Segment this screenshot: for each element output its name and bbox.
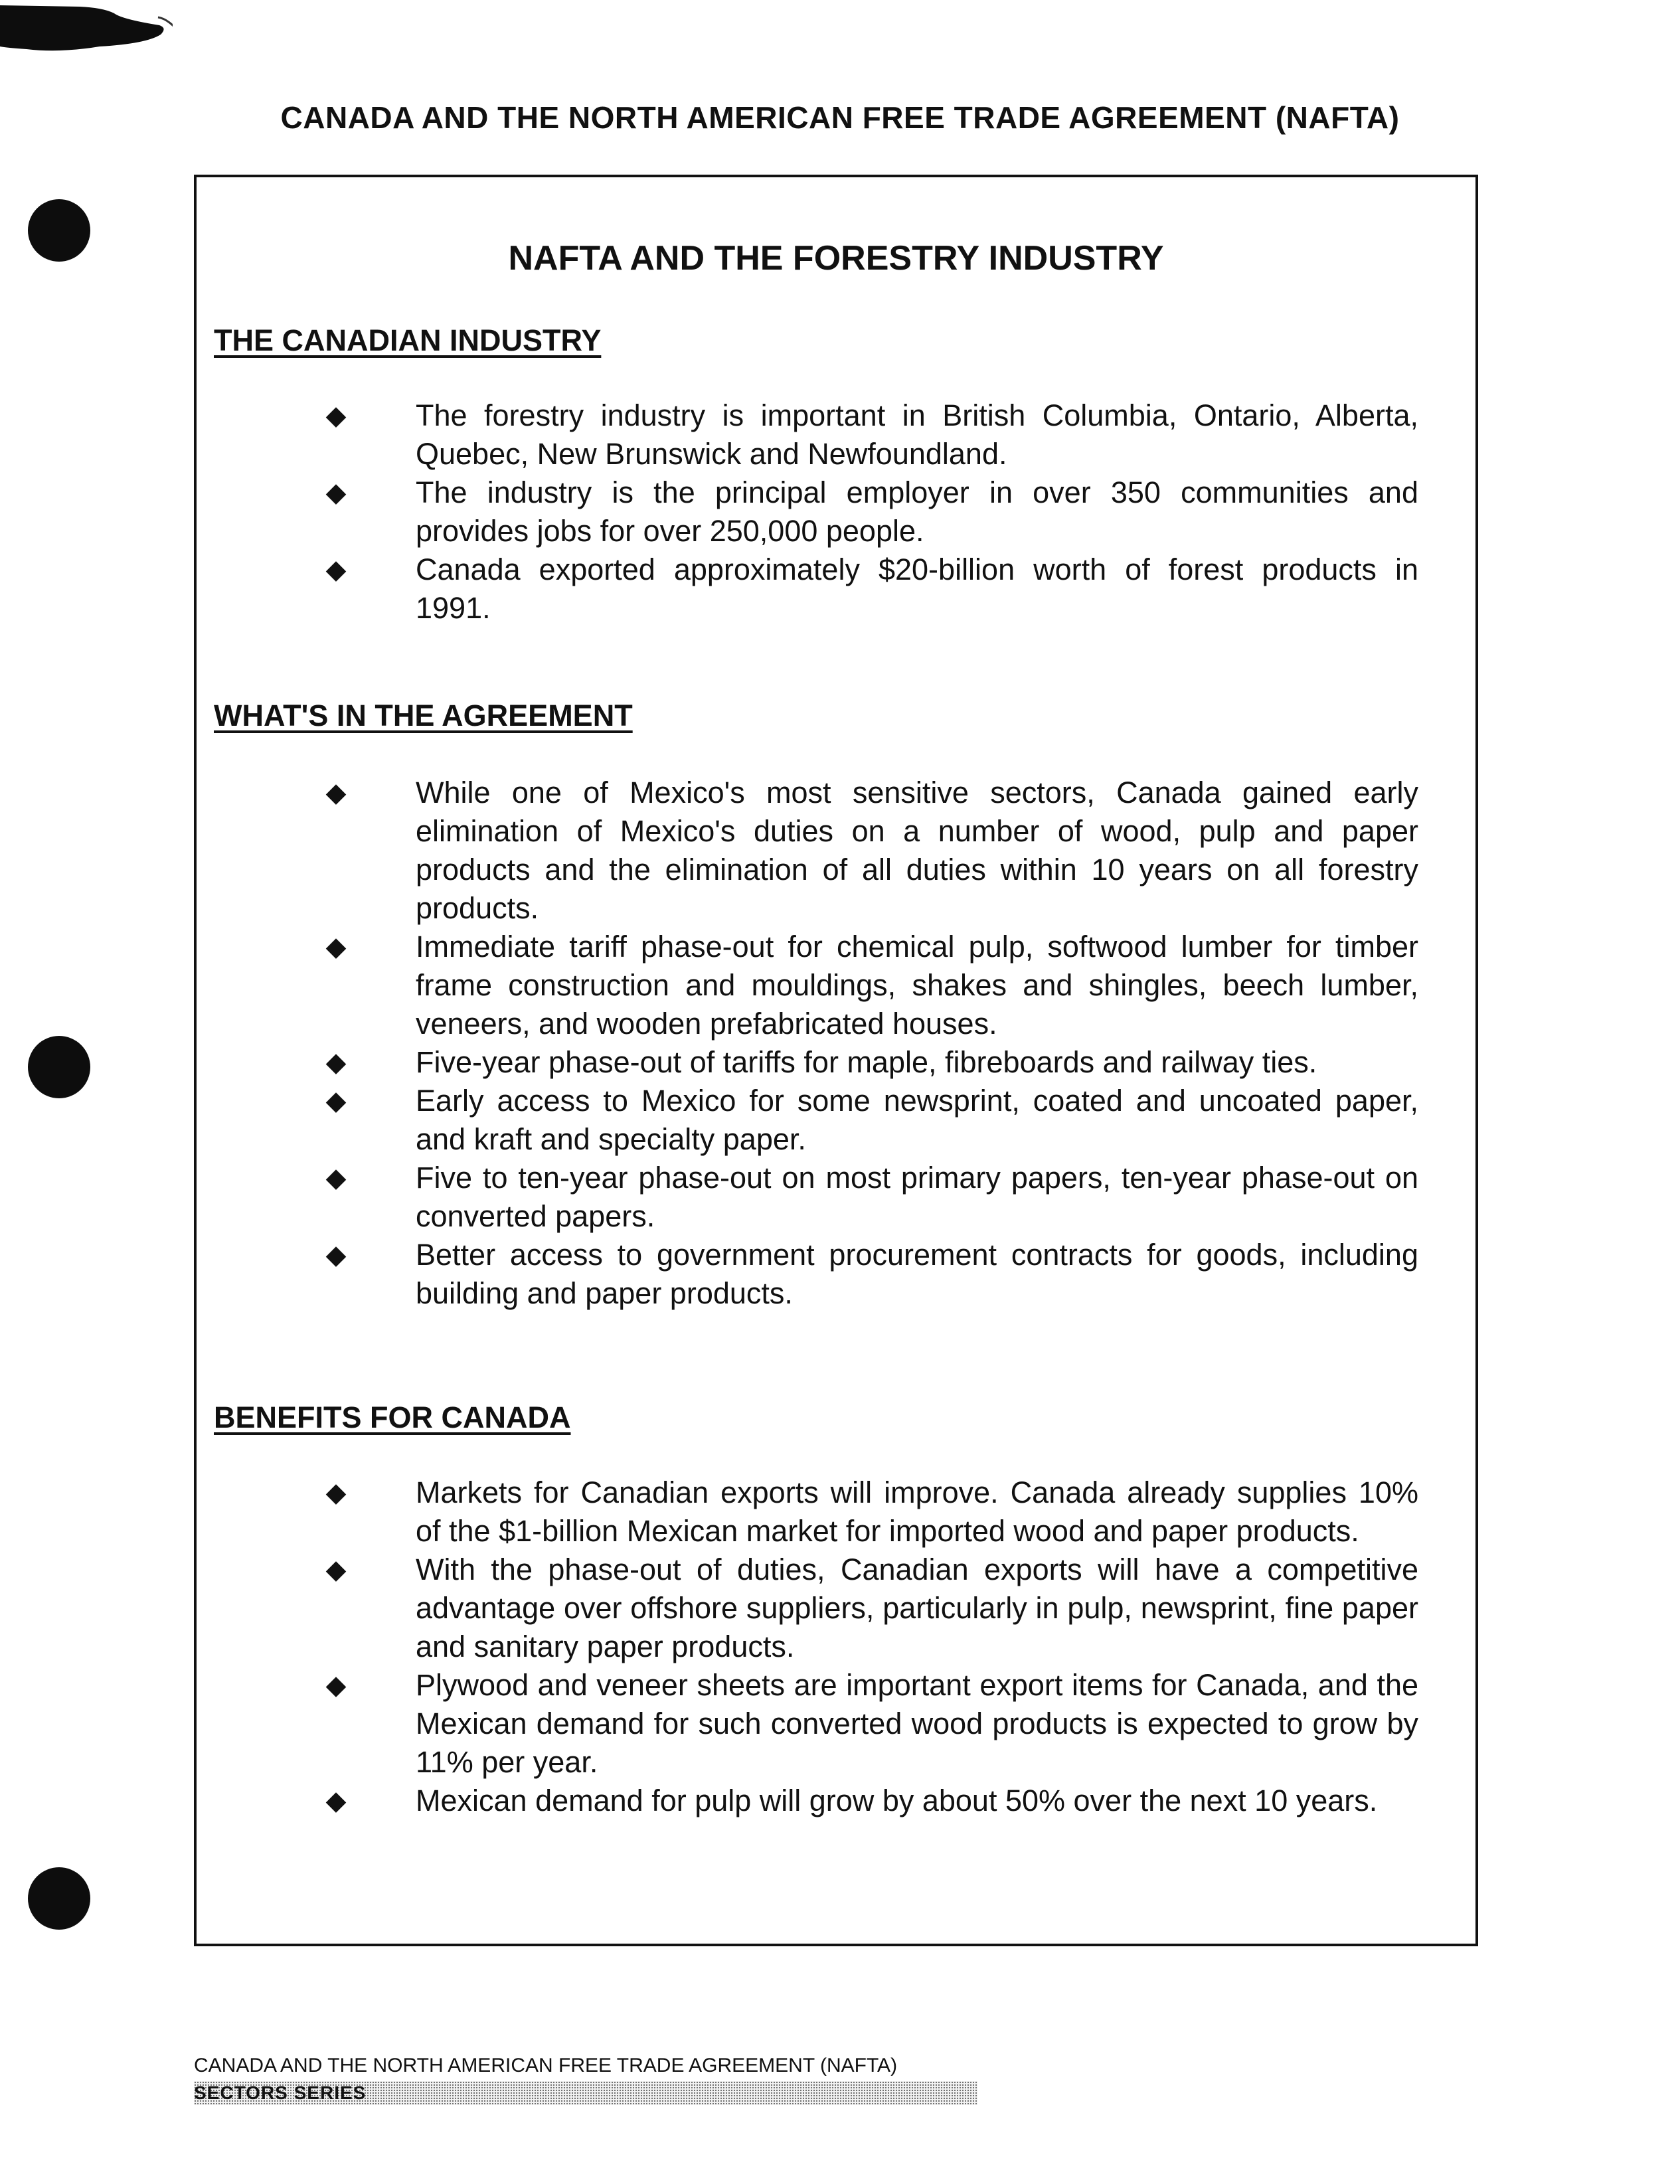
- binder-hole-bottom: [28, 1867, 90, 1930]
- list-item-text: With the phase-out of duties, Canadian exports will have a competitive advantage over offshore suppliers, particularly in pulp, newsprint, fine paper and sanitary paper products.: [416, 1553, 1418, 1663]
- list-item-text: Canada exported approximately $20-billion worth of forest products in 1991.: [416, 552, 1418, 625]
- list-item-text: Better access to government procurement contracts for goods, including building and paper products.: [416, 1238, 1418, 1310]
- footer-title: CANADA AND THE NORTH AMERICAN FREE TRADE AGREEMENT (NAFTA): [194, 2055, 898, 2076]
- list-item-text: Early access to Mexico for some newsprint, coated and uncoated paper, and kraft and specialty paper.: [416, 1084, 1418, 1156]
- list-item: [323, 473, 1418, 550]
- diamond-bullet-icon: ◆: [325, 555, 347, 584]
- diamond-bullet-icon: ◆: [325, 1240, 347, 1270]
- list-item: [323, 1782, 1418, 1820]
- list-item-text: Immediate tariff phase-out for chemical pulp, softwood lumber for timber frame construction and mouldings, shakes and shingles, beech lumber, veneers, and wooden prefabricated houses.: [416, 930, 1418, 1041]
- footer-series-label: [194, 2081, 977, 2105]
- content-box: [194, 175, 1478, 1946]
- list-item: [323, 1159, 1418, 1236]
- box-title: NAFTA AND THE FORESTRY INDUSTRY: [508, 239, 1164, 278]
- document-header-title: CANADA AND THE NORTH AMERICAN FREE TRADE AGREEMENT (NAFTA): [280, 100, 1400, 135]
- list-item: [323, 1236, 1418, 1313]
- list-item: [323, 1551, 1418, 1666]
- list-item: [323, 396, 1418, 473]
- list-item: [323, 1473, 1418, 1551]
- list-item: [323, 550, 1418, 628]
- binder-hole-top: [28, 199, 90, 262]
- section-heading-whats-in-agreement: WHAT'S IN THE AGREEMENT: [214, 699, 633, 732]
- benefits-list: [323, 1473, 1418, 1820]
- list-item: [323, 1082, 1418, 1159]
- list-item-text: Plywood and veneer sheets are important export items for Canada, and the Mexican demand for such converted wood products is expected to grow by 11% per year.: [416, 1668, 1418, 1779]
- list-item-text: While one of Mexico's most sensitive sectors, Canada gained early elimination of Mexico's duties on a number of wood, pulp and paper products and the elimination of all duties within 10 years on all forestry products.: [416, 776, 1418, 925]
- list-item-text: Mexican demand for pulp will grow by about 50% over the next 10 years.: [416, 1784, 1378, 1817]
- diamond-bullet-icon: ◆: [325, 778, 347, 807]
- agreement-list: [323, 774, 1418, 1313]
- diamond-bullet-icon: ◆: [325, 1163, 347, 1193]
- diamond-bullet-icon: ◆: [325, 932, 347, 962]
- list-item-text: Five to ten-year phase-out on most primary papers, ten-year phase-out on converted papers.: [416, 1161, 1418, 1233]
- list-item: [323, 928, 1418, 1043]
- canadian-industry-list: [323, 396, 1418, 628]
- list-item: [323, 1666, 1418, 1782]
- diamond-bullet-icon: ◆: [325, 1086, 347, 1116]
- footer-series-text: SECTORS SERIES: [194, 2082, 367, 2103]
- diamond-bullet-icon: ◆: [325, 1555, 347, 1584]
- list-item-text: Five-year phase-out of tariffs for maple, fibreboards and railway ties.: [416, 1045, 1317, 1079]
- ink-blot-mark: [0, 0, 173, 60]
- list-item: [323, 1043, 1418, 1082]
- diamond-bullet-icon: ◆: [325, 478, 347, 507]
- diamond-bullet-icon: ◆: [325, 1786, 347, 1815]
- section-heading-benefits-for-canada: BENEFITS FOR CANADA: [214, 1400, 571, 1434]
- diamond-bullet-icon: ◆: [325, 1671, 347, 1700]
- diamond-bullet-icon: ◆: [325, 1478, 347, 1507]
- list-item-text: The industry is the principal employer in over 350 communities and provides jobs for over 250,000 people.: [416, 475, 1418, 548]
- list-item-text: Markets for Canadian exports will improve. Canada already supplies 10% of the $1-billion Mexican market for imported wood and paper products.: [416, 1475, 1418, 1548]
- list-item: [323, 774, 1418, 928]
- diamond-bullet-icon: ◆: [325, 1048, 347, 1077]
- binder-hole-middle: [28, 1036, 90, 1098]
- list-item-text: The forestry industry is important in British Columbia, Ontario, Alberta, Quebec, New Brunswick and Newfoundland.: [416, 398, 1418, 471]
- section-heading-canadian-industry: THE CANADIAN INDUSTRY: [214, 323, 602, 357]
- diamond-bullet-icon: ◆: [325, 401, 347, 430]
